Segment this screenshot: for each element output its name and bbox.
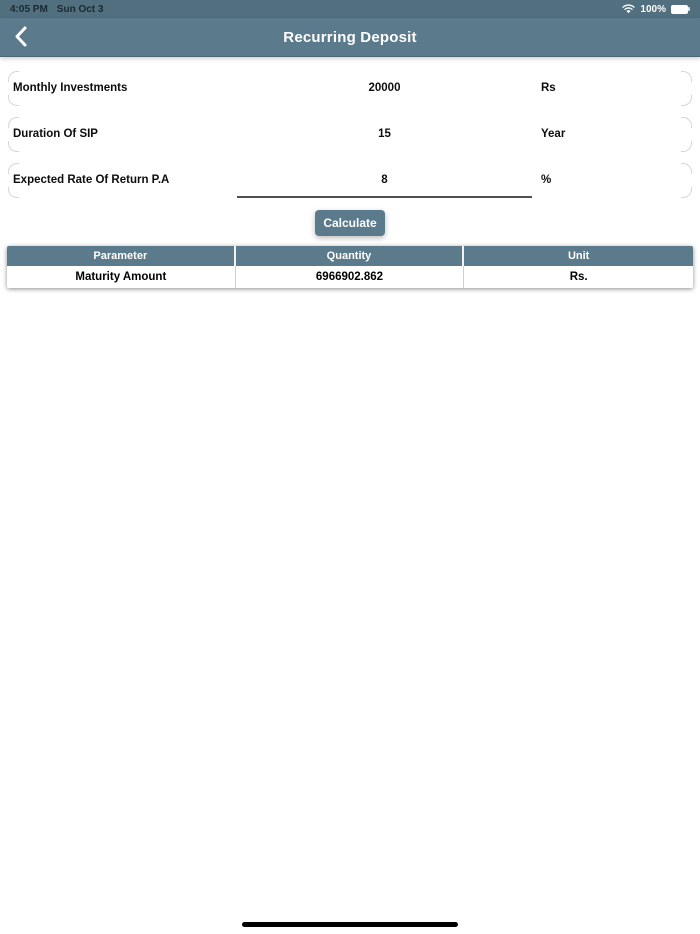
expected-rate-unit: % [541, 174, 552, 186]
battery-icon [671, 5, 690, 14]
duration-unit: Year [541, 128, 566, 140]
navigation-bar [0, 18, 700, 57]
expected-rate-label: Expected Rate Of Return P.A [13, 174, 170, 186]
status-right [622, 4, 690, 15]
field-row-monthly-investments [8, 71, 692, 106]
result-unit-cell: Rs. [464, 266, 693, 288]
field-corner [681, 117, 692, 128]
status-bar [0, 0, 700, 18]
result-parameter-cell: Maturity Amount [7, 266, 236, 288]
field-row-expected-rate [8, 163, 692, 198]
monthly-investments-input[interactable]: 20000 [368, 82, 401, 94]
field-corner [681, 71, 692, 82]
wifi-icon [622, 4, 635, 14]
battery-percent: 100% [640, 3, 666, 15]
result-quantity-cell: 6966902.862 [236, 266, 465, 288]
expected-rate-input[interactable]: 8 [237, 163, 532, 198]
status-date: Sun Oct 3 [56, 3, 104, 15]
result-table-header-row [7, 246, 693, 266]
field-corner [681, 187, 692, 198]
monthly-investments-unit: Rs [541, 82, 556, 94]
calculate-button[interactable]: Calculate [315, 210, 385, 236]
field-corner [681, 163, 692, 174]
status-left [10, 4, 103, 15]
duration-input[interactable]: 15 [378, 128, 391, 140]
field-corner [681, 141, 692, 152]
field-row-duration [8, 117, 692, 152]
duration-label: Duration Of SIP [13, 128, 98, 140]
result-header-quantity: Quantity [236, 246, 465, 266]
chevron-left-icon [14, 35, 27, 50]
back-button[interactable] [8, 26, 32, 50]
page-title: Recurring Deposit [283, 29, 417, 46]
field-corner [681, 95, 692, 106]
result-table-row [7, 266, 693, 288]
status-time: 4:05 PM [10, 3, 48, 15]
result-header-unit: Unit [464, 246, 693, 266]
result-table [7, 246, 693, 288]
monthly-investments-label: Monthly Investments [13, 82, 128, 94]
home-indicator[interactable] [242, 922, 458, 927]
result-header-parameter: Parameter [7, 246, 236, 266]
